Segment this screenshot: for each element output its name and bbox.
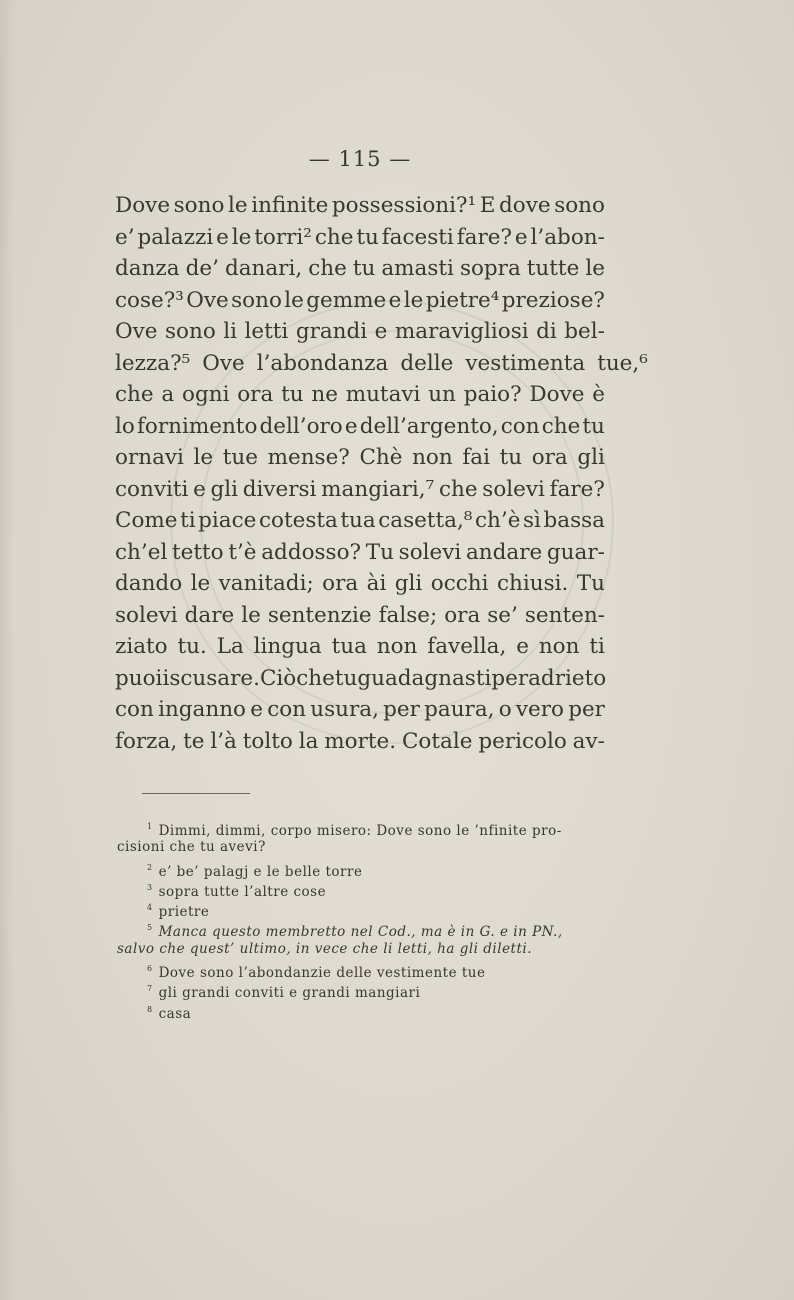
word: Tu <box>576 571 605 596</box>
text-line <box>115 726 605 758</box>
word: e <box>216 224 229 250</box>
word: usura, <box>310 697 379 722</box>
word: ora <box>237 382 274 407</box>
word: ch’è <box>474 508 521 533</box>
word: sentenzie <box>267 602 372 628</box>
word: fai <box>462 445 490 470</box>
word: gli <box>577 445 605 470</box>
word: infinite <box>251 193 329 218</box>
footnote-text: Dove sono l’abondanzie delle vestimente tue <box>158 965 486 982</box>
word: non <box>412 445 453 470</box>
word: bel- <box>564 319 605 344</box>
word: che <box>296 665 335 691</box>
word: Ove <box>115 319 158 344</box>
footnote-line <box>117 817 607 837</box>
word: e’ <box>115 224 135 250</box>
word: le <box>228 193 248 218</box>
word: casetta,⁸ <box>378 508 473 533</box>
word: le <box>231 224 252 250</box>
text-line <box>115 285 605 317</box>
footnote-line <box>117 878 607 898</box>
word: e <box>516 634 529 659</box>
footnotes <box>117 817 607 1020</box>
word: non <box>376 634 418 659</box>
word: E <box>479 193 496 218</box>
word: conviti <box>115 476 189 502</box>
word: occhi <box>430 571 489 596</box>
word: guadagnasti <box>357 665 492 691</box>
word: che <box>308 256 347 281</box>
footnote-number: 1 <box>147 822 153 831</box>
page-number: — 115 — <box>308 147 412 171</box>
text-line <box>115 663 605 695</box>
text-line <box>115 190 605 222</box>
word: ch’el <box>115 539 168 565</box>
text-line <box>115 631 605 663</box>
word: mangiari,⁷ <box>321 476 435 502</box>
word: grandi <box>295 319 368 344</box>
word: e <box>344 413 358 439</box>
word: addosso? <box>261 539 362 565</box>
word: sì <box>523 508 541 533</box>
word: che <box>115 382 154 407</box>
word: mutavi <box>345 382 421 407</box>
footnote-number: 7 <box>147 984 153 994</box>
word: li <box>223 319 238 344</box>
word: tue,⁶ <box>597 350 648 376</box>
word: un <box>428 382 456 407</box>
word: ornavi <box>115 445 184 470</box>
word: a <box>161 382 175 407</box>
word: vero <box>515 697 564 722</box>
word: facesti <box>381 224 454 250</box>
word: di <box>536 319 557 344</box>
word: tu <box>352 256 376 281</box>
word: ora <box>444 602 481 628</box>
footnote-text: salvo che quest’ ultimo, in vece che li letti, ha gli diletti. <box>117 940 533 957</box>
text-line <box>115 600 605 632</box>
footnote-line <box>117 959 607 982</box>
word: adrieto <box>528 665 607 691</box>
footnote-number: 5 <box>147 923 153 933</box>
word: pietre⁴ <box>425 287 500 313</box>
word: amasti <box>381 256 454 281</box>
word: tu <box>499 445 523 470</box>
word: tue <box>222 445 258 470</box>
footnote-number: 2 <box>147 862 153 872</box>
word: dell’argento, <box>359 413 499 439</box>
footnote-text: Manca questo membretto nel Cod., ma è in G. e in PN., <box>158 924 563 941</box>
word: senten- <box>524 602 605 628</box>
footnote-text: casa <box>158 1005 192 1022</box>
text-line <box>115 505 605 537</box>
word: e <box>193 476 206 502</box>
word: gemme <box>306 287 387 313</box>
word: piace <box>198 508 257 533</box>
word: tu <box>582 413 605 439</box>
word: fornimento <box>136 413 258 439</box>
word: tetto <box>172 539 224 565</box>
word: ne <box>311 382 338 407</box>
word: sono <box>554 193 605 218</box>
word: ài <box>366 571 387 596</box>
word: tutte <box>526 256 580 281</box>
word: vestimenta <box>465 350 586 376</box>
footnote-number: 3 <box>147 882 153 892</box>
word: le <box>403 287 424 313</box>
word: sono <box>173 193 225 218</box>
word: e <box>374 319 388 344</box>
word: tolto <box>242 728 293 754</box>
word: gli <box>210 476 239 502</box>
footnote-line <box>117 918 607 941</box>
word: e <box>250 697 263 722</box>
footnote-number: 4 <box>147 903 153 913</box>
word: lezza?⁵ <box>115 350 191 376</box>
word: dove <box>499 193 551 218</box>
footnote-line <box>117 858 607 878</box>
word: con <box>115 697 154 722</box>
word: sono <box>165 319 216 344</box>
word: solevi <box>115 602 178 628</box>
word: sono <box>231 287 282 313</box>
footnote-text: prietre <box>158 904 210 921</box>
word: Tu <box>365 539 394 565</box>
word: ti <box>180 508 196 533</box>
word: che <box>314 224 354 250</box>
word: Come <box>115 508 178 533</box>
word: la <box>298 728 319 754</box>
word: sopra <box>459 256 521 281</box>
word: solevi <box>398 539 462 565</box>
word: Ove <box>202 350 245 376</box>
word: l’abon- <box>530 224 605 250</box>
word: ogni <box>182 382 230 407</box>
word: bassa <box>543 508 605 533</box>
word: le <box>284 287 304 313</box>
footnote-line <box>117 898 607 921</box>
text-line <box>115 474 605 506</box>
text-line <box>115 537 605 569</box>
word: lo <box>115 413 135 439</box>
word: le <box>585 256 605 281</box>
word: dando <box>115 571 183 596</box>
word: vanitadi; <box>218 571 314 596</box>
word: favella, <box>427 634 507 659</box>
text-line <box>115 316 605 348</box>
word: l’à <box>210 728 237 754</box>
word: maravigliosi <box>394 319 529 344</box>
word: iscusare. <box>162 665 260 691</box>
footnote-rule <box>142 793 250 794</box>
footnote-number: 8 <box>147 1004 153 1014</box>
word: pericolo <box>478 728 567 754</box>
word: lingua <box>253 634 322 659</box>
text-line <box>115 222 605 254</box>
word: è <box>592 382 605 407</box>
word: cotesta <box>258 508 338 533</box>
word: con <box>267 697 307 722</box>
word: tu. <box>177 634 207 659</box>
word: le <box>193 445 214 470</box>
word: che <box>438 476 478 502</box>
footnote-line <box>117 1000 607 1020</box>
word: Cotale <box>401 728 473 754</box>
text-line <box>115 253 605 285</box>
footnote-line <box>117 837 607 857</box>
word: gli <box>394 571 423 596</box>
word: cose?³ <box>115 287 184 313</box>
word: le <box>190 571 211 596</box>
word: Ove <box>186 287 229 313</box>
footnote-number: 6 <box>147 964 153 974</box>
text-line <box>115 568 605 600</box>
word: l’abondanza <box>256 350 389 376</box>
footnote-text: sopra tutte l’altre cose <box>158 883 327 900</box>
word: Dove <box>529 382 585 407</box>
word: morte. <box>324 728 397 754</box>
word: av- <box>572 728 605 754</box>
word: te <box>183 728 205 754</box>
word: fare? <box>549 476 605 502</box>
text-line <box>115 379 605 411</box>
page-edge-shadow <box>0 0 14 1300</box>
word: ora <box>322 571 359 596</box>
word: ziato <box>115 634 168 659</box>
word: palazzi <box>137 224 214 250</box>
word: che <box>541 413 581 439</box>
word: tua <box>331 634 367 659</box>
word: tua <box>340 508 376 533</box>
word: con <box>500 413 540 439</box>
word: tu <box>281 382 304 407</box>
word: le <box>241 602 261 628</box>
footnote-text: e’ be’ palagj e le belle torre <box>158 863 363 880</box>
word: solevi <box>482 476 545 502</box>
word: puoi <box>115 665 163 691</box>
word: letti <box>244 319 289 344</box>
word: forza, <box>115 728 178 754</box>
word: tu <box>356 224 379 250</box>
text-line <box>115 348 648 380</box>
footnote-text: gli grandi conviti e grandi mangiari <box>158 985 421 1002</box>
word: danari, <box>224 256 303 281</box>
word: preziose? <box>501 287 605 313</box>
word: t’è <box>228 539 257 565</box>
word: false; <box>378 602 438 628</box>
word: per <box>491 665 529 691</box>
word: andare <box>465 539 543 565</box>
word: o <box>498 697 512 722</box>
word: dell’oro <box>259 413 343 439</box>
word: danza <box>115 256 180 281</box>
word: Chè <box>359 445 403 470</box>
word: fare? <box>456 224 513 250</box>
word: La <box>216 634 244 659</box>
word: mense? <box>267 445 350 470</box>
word: possessioni?¹ <box>331 193 477 218</box>
text-line <box>115 411 605 443</box>
footnote-line <box>117 979 607 1002</box>
footnote-text: cisioni che tu avevi? <box>117 839 266 856</box>
word: dare <box>184 602 235 628</box>
word: guar- <box>546 539 605 565</box>
word: tu <box>334 665 358 691</box>
word: diversi <box>242 476 317 502</box>
text-line <box>115 694 605 726</box>
footnote-text: Dimmi, dimmi, corpo misero: Dove sono le ’nfinite pro- <box>158 823 562 839</box>
word: e <box>388 287 402 313</box>
word: se’ <box>487 602 518 628</box>
word: non <box>538 634 580 659</box>
word: inganno <box>158 697 247 722</box>
word: per <box>383 697 420 722</box>
word: ora <box>531 445 568 470</box>
text-line <box>115 442 605 474</box>
word: chiusi. <box>496 571 569 596</box>
word: de’ <box>185 256 219 281</box>
main-text <box>115 190 648 757</box>
word: delle <box>400 350 454 376</box>
word: Dove <box>115 193 171 218</box>
word: paio? <box>463 382 522 407</box>
word: ti <box>589 634 605 659</box>
word: per <box>568 697 605 722</box>
word: Ciò <box>259 665 297 691</box>
footnote-line <box>117 939 607 959</box>
word: torri² <box>254 224 312 250</box>
word: paura, <box>424 697 495 722</box>
word: e <box>514 224 528 250</box>
